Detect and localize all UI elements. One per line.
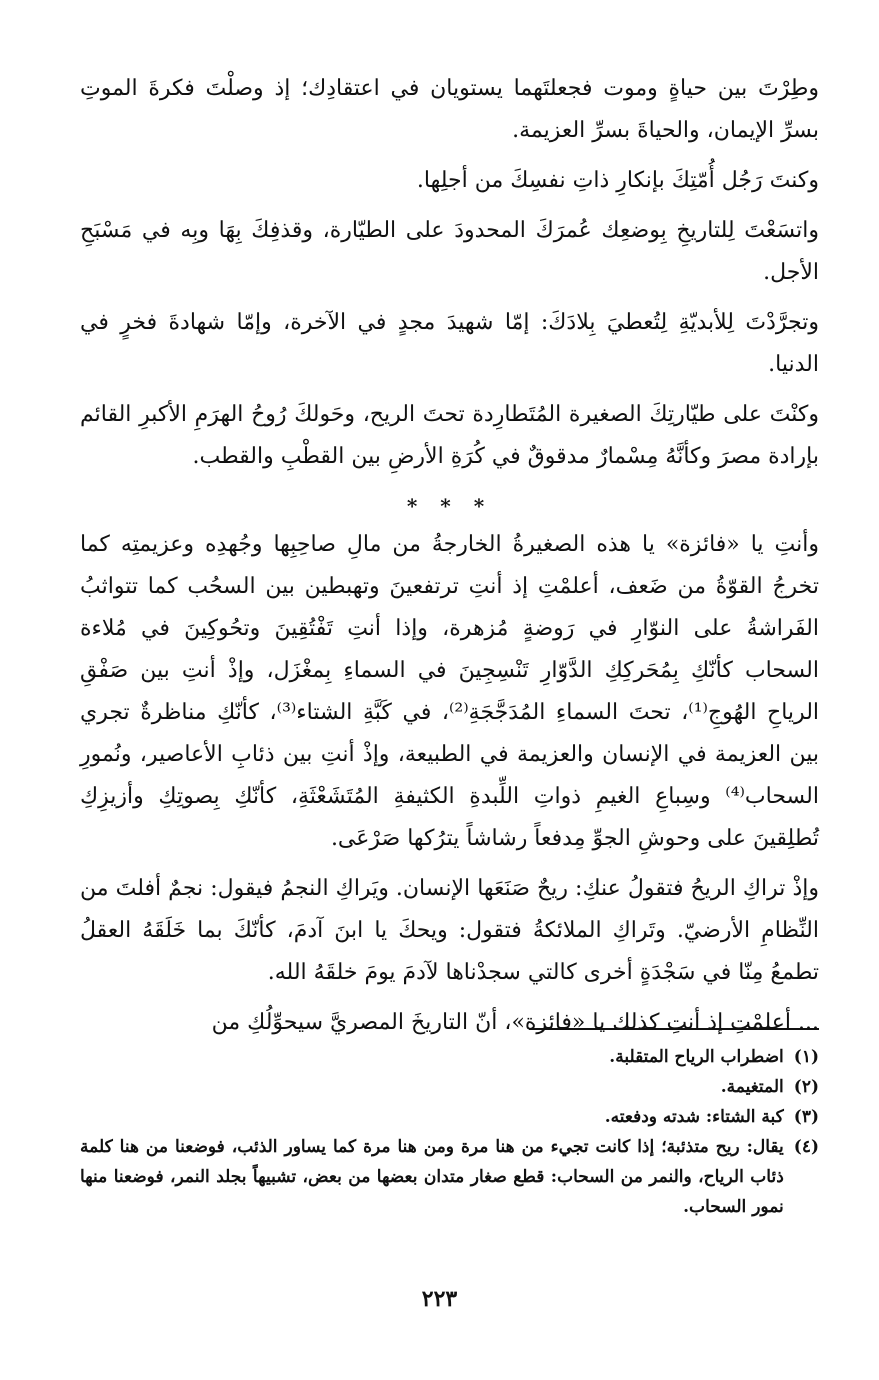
footnote <box>80 1102 819 1132</box>
footnote-divider <box>529 1028 819 1030</box>
footnote-text: يقال: ريح متذئبة؛ إذا كانت تجيء من هنا مرة ومن هنا مرة كما يساور الذئب، فوضعنا من هنا كلمة ذئاب الرياح، والنمر من السحاب: قطع صغار متدان بعضها من بعض، تشبيهاً بجلد النمر، فوضعنا منها نمور السحاب. <box>80 1137 784 1217</box>
footnote <box>80 1132 819 1222</box>
footnotes <box>80 1042 819 1222</box>
footnote <box>80 1042 819 1072</box>
paragraph: وأنتِ يا «فائزة» يا هذه الصغيرةُ الخارجةُ من مالِ صاحِبِها وجُهدِه وعزيمتِه كما تخرجُ القوّةُ من ضَعف، أعلمْتِ إذ أنتِ ترتفعينَ وتهبطين بين السحُب كما تتواثبُ الفَراشةُ على النوّارِ في رَوضةٍ مُزهرة، وإذا أنتِ تَفْتُقِينَ وتحُوكِينَ في مُلاءة السحاب كأنّكِ بِمُحَركِكِ الدَّوّارِ تَنْسِجِينَ في السماءِ بِمغْزَل، وإذْ أنتِ بين صَفْقِ الرياحِ الهُوجِ⁽¹⁾، تحتَ السماءِ المُدَجَّجَةِ⁽²⁾، في كَبَّةِ الشتاء⁽³⁾، كأنّكِ مناظرةٌ تجري بين العزيمة في الإنسان والعزيمة في الطبيعة، وإذْ أنتِ بين ذئابِ الأعاصير، ونُمورِ السحاب⁽⁴⁾ وسِباعِ الغيمِ ذواتِ اللِّبدةِ الكثيفةِ المُتَشَعْثَةِ، كأنّكِ بِصوتِكِ وأزيزِكِ تُطلِقينَ على وحوشِ الجوِّ مِدفعاً رشاشاً يترُكها صَرْعَى. <box>80 532 820 851</box>
footnote-text: اضطراب الرياح المتقلبة. <box>609 1047 784 1067</box>
footnote-number: (٢) <box>793 1077 819 1097</box>
paragraph: وكنتَ رَجُل أُمّتِكَ بإنكارِ ذاتِ نفسِكَ من أجلِها. <box>416 168 819 193</box>
paragraph: وإذْ تراكِ الريحُ فتقولُ عنكِ: ريحٌ صَنَعَها الإنسان. ويَراكِ النجمُ فيقول: نجمٌ أفلتَ من النِّظامِ الأرضيّ. وتَراكِ الملائكةُ فتقول: ويحكَ يا ابنَ آدمَ، كأنّكَ بما خَلَقَهُ العقلُ تطمعُ مِنّا في سَجْدَةٍ أخرى كالتي سجدْناها لآدمَ يومَ خلقَهُ الله. <box>80 876 819 985</box>
footnote <box>80 1072 819 1102</box>
footnote-text: كبة الشتاء: شدته ودفعته. <box>604 1107 784 1127</box>
footnote-text: المتغيمة. <box>720 1077 784 1097</box>
footnote-number: (٣) <box>793 1107 819 1127</box>
footnote-number: (٤) <box>793 1137 819 1157</box>
paragraph: وطِرْتَ بين حياةٍ وموت فجعلتَهما يستويان في اعتقادِك؛ إذ وصلْتَ فكرةَ الموتِ بسرِّ الإيمان، والحياةَ بسرِّ العزيمة. <box>80 76 819 143</box>
footnote-number: (١) <box>793 1047 819 1067</box>
paragraph: وكنْتَ على طيّارتِكَ الصغيرة المُتَطارِدة تحتَ الريح، وحَولكَ رُوحُ الهرَمِ الأكبرِ القائم بإرادة مصرَ وكأنَّهُ مِسْمارٌ مدقوقٌ في كُرَةِ الأرضِ بين القطْبِ والقطب. <box>80 402 819 469</box>
paragraph: واتسَعْتَ لِلتاريخِ بِوضعِك عُمرَكَ المحدودَ على الطيّارة، وقذفِكَ بِهَا وبِه في مَسْبَحِ الأجل. <box>80 218 819 285</box>
paragraph: ... أعلمْتِ إذ أنتِ كذلك يا «فائزة»، أنّ التاريخَ المصريَّ سيحوِّلُكِ من <box>211 1010 819 1035</box>
paragraph: وتجرَّدْتَ لِلأبديّةِ لِتُعطيَ بِلادَكَ: إمّا شهيدَ مجدٍ في الآخرة، وإمّا شهادةَ فخرٍ في الدنيا. <box>80 310 819 377</box>
page-number: ٢٢٣ <box>421 1286 458 1312</box>
section-separator: * * * <box>406 494 493 518</box>
